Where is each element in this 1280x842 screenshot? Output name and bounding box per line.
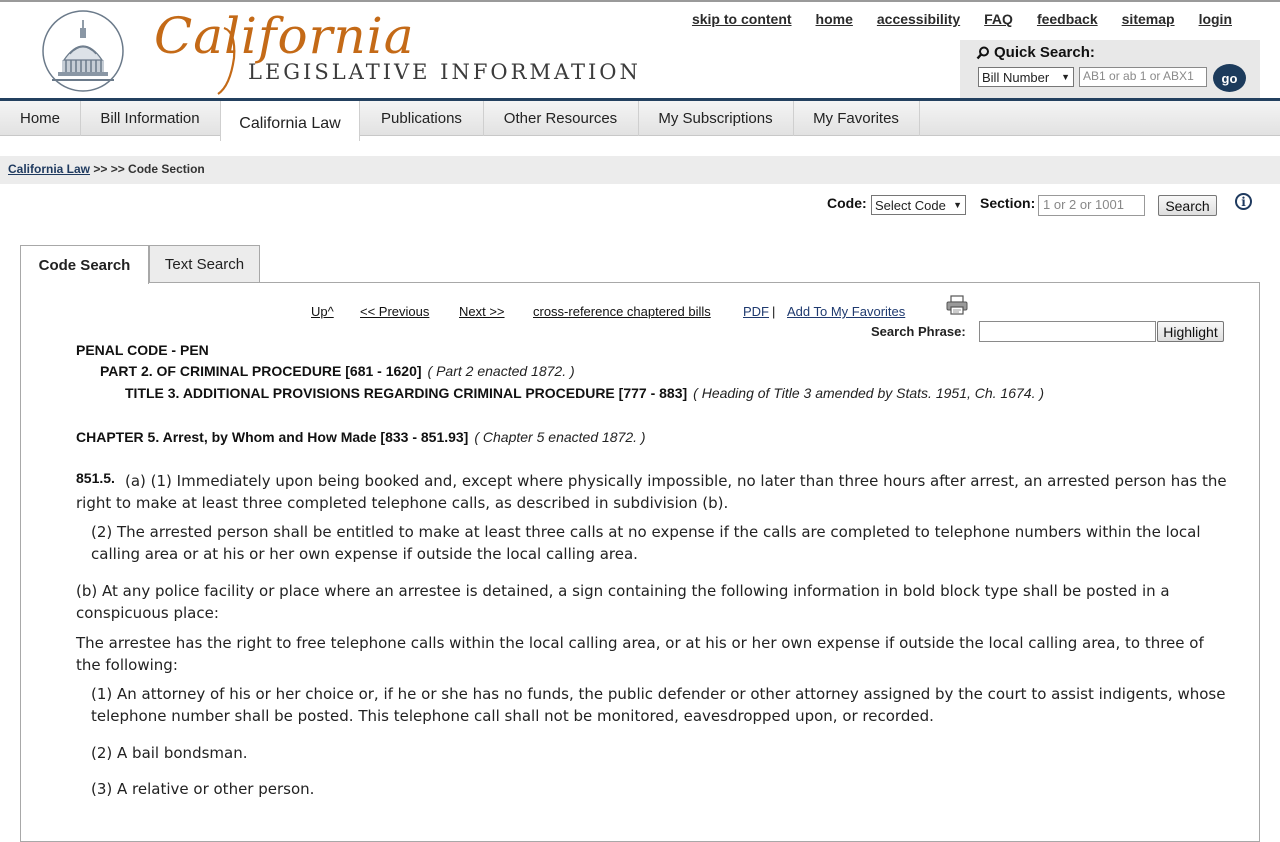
quick-search-title [976, 44, 1095, 61]
section-number: 851.5. [76, 470, 115, 486]
paragraph-b-sign: The arrestee has the right to free telephone calls within the local calling area, or at his or her own expense if outside the local calling area, to three of the following: [76, 634, 1204, 674]
capitol-dome-logo [40, 10, 126, 92]
search-phrase-input[interactable] [979, 321, 1156, 342]
code-heading-text: PENAL CODE - PEN [76, 342, 209, 358]
chapter-heading-text: CHAPTER 5. Arrest, by Whom and How Made [833 - 851.93] [76, 429, 469, 445]
info-icon[interactable]: i [1235, 193, 1252, 210]
chapter-heading [76, 429, 646, 445]
highlight-button[interactable]: Highlight [1157, 321, 1224, 342]
quick-search-go-button[interactable]: go [1213, 64, 1246, 92]
chapter-note: ( Chapter 5 enacted 1872. ) [474, 429, 646, 445]
quick-search-label: Quick Search: [994, 44, 1095, 61]
cross-reference-link[interactable]: cross-reference chaptered bills [533, 304, 711, 319]
paragraph-b3: (3) A relative or other person. [91, 780, 315, 798]
breadcrumb [8, 162, 205, 176]
paragraph-a2: (2) The arrested person shall be entitled to make at least three calls at no expense if the calls are completed to telephone numbers within the local calling area or at his or her own expense if outside the local calling area. [91, 523, 1201, 563]
paragraph-a1-line1: (a) (1) Immediately upon being booked and, except where physically impossible, no later than three hours after arrest, an arrested person has the [125, 472, 1227, 490]
code-search-button[interactable]: Search [1158, 195, 1217, 216]
code-heading [76, 342, 209, 358]
code-label: Code: [827, 195, 867, 211]
title-heading [125, 385, 1044, 401]
nav-tab-bill-information[interactable]: Bill Information [80, 101, 221, 136]
breadcrumb-bar [0, 156, 1280, 184]
main-nav [0, 98, 1280, 136]
sitemap-link[interactable]: sitemap [1121, 11, 1175, 27]
part-heading-text: PART 2. OF CRIMINAL PROCEDURE [681 - 1620] [100, 363, 422, 379]
nav-tab-other-resources[interactable]: Other Resources [483, 101, 639, 136]
pdf-separator: | [772, 304, 776, 319]
printer-icon[interactable] [946, 295, 968, 315]
quick-search-input[interactable]: AB1 or ab 1 or ABX1 [1079, 67, 1207, 87]
code-select[interactable] [871, 195, 966, 215]
paragraph-a1-line2: right to make at least three completed telephone calls, as described in subdivision (b). [76, 494, 729, 512]
utility-links [668, 11, 1232, 27]
paragraph-b1: (1) An attorney of his or her choice or, if he or she has no funds, the public defender or other attorney assigned by the court to assist indigents, whose telephone number shall be posted. This telephone call shall not be monitored, eavesdropped upon, or recorded. [91, 685, 1226, 725]
search-phrase-label: Search Phrase: [871, 324, 966, 339]
logo-california-text: California [154, 7, 415, 65]
quick-search-panel [960, 40, 1260, 98]
feedback-link[interactable]: feedback [1036, 11, 1098, 27]
pdf-link[interactable]: PDF [743, 304, 769, 319]
paragraph-b2: (2) A bail bondsman. [91, 744, 248, 762]
section-label: Section: [980, 195, 1036, 211]
nav-tab-california-law[interactable]: California Law [220, 101, 360, 141]
nav-tab-publications[interactable]: Publications [360, 101, 484, 136]
breadcrumb-rest: >> >> Code Section [93, 162, 205, 176]
part-heading [100, 363, 575, 379]
logo-subtitle: LEGISLATIVE INFORMATION [248, 60, 641, 84]
code-select-value: Select Code [875, 197, 946, 213]
section-input[interactable]: 1 or 2 or 1001 [1038, 195, 1145, 216]
skip-to-content-link[interactable]: skip to content [691, 11, 792, 27]
site-header [0, 2, 1280, 98]
title-note: ( Heading of Title 3 amended by Stats. 1951, Ch. 1674. ) [693, 385, 1045, 401]
tab-code-search[interactable]: Code Search [20, 245, 149, 284]
chevron-down-icon: ▼ [1061, 72, 1070, 82]
nav-tab-home[interactable]: Home [0, 101, 81, 136]
paragraph-b: (b) At any police facility or place where an arrestee is detained, a sign containing the following information in bold block type shall be posted in a conspicuous place: [76, 582, 1170, 622]
add-to-favorites-link[interactable]: Add To My Favorites [787, 304, 906, 319]
accessibility-link[interactable]: accessibility [876, 11, 961, 27]
nav-tab-my-favorites[interactable]: My Favorites [793, 101, 920, 136]
next-link[interactable]: Next >> [459, 304, 505, 319]
home-link[interactable]: home [815, 11, 853, 27]
search-icon [976, 46, 990, 60]
quick-search-type-value: Bill Number [982, 69, 1050, 85]
chevron-down-icon: ▼ [953, 200, 962, 210]
quick-search-type-select[interactable] [978, 67, 1074, 87]
title-heading-text: TITLE 3. ADDITIONAL PROVISIONS REGARDING CRIMINAL PROCEDURE [777 - 883] [125, 385, 688, 401]
previous-link[interactable]: << Previous [360, 304, 430, 319]
up-link[interactable]: Up^ [311, 304, 334, 319]
tab-text-search[interactable]: Text Search [149, 245, 260, 282]
nav-tab-my-subscriptions[interactable]: My Subscriptions [638, 101, 794, 136]
part-note: ( Part 2 enacted 1872. ) [427, 363, 575, 379]
login-link[interactable]: login [1198, 11, 1232, 27]
faq-link[interactable]: FAQ [984, 11, 1013, 27]
breadcrumb-california-law-link[interactable]: California Law [8, 162, 91, 176]
